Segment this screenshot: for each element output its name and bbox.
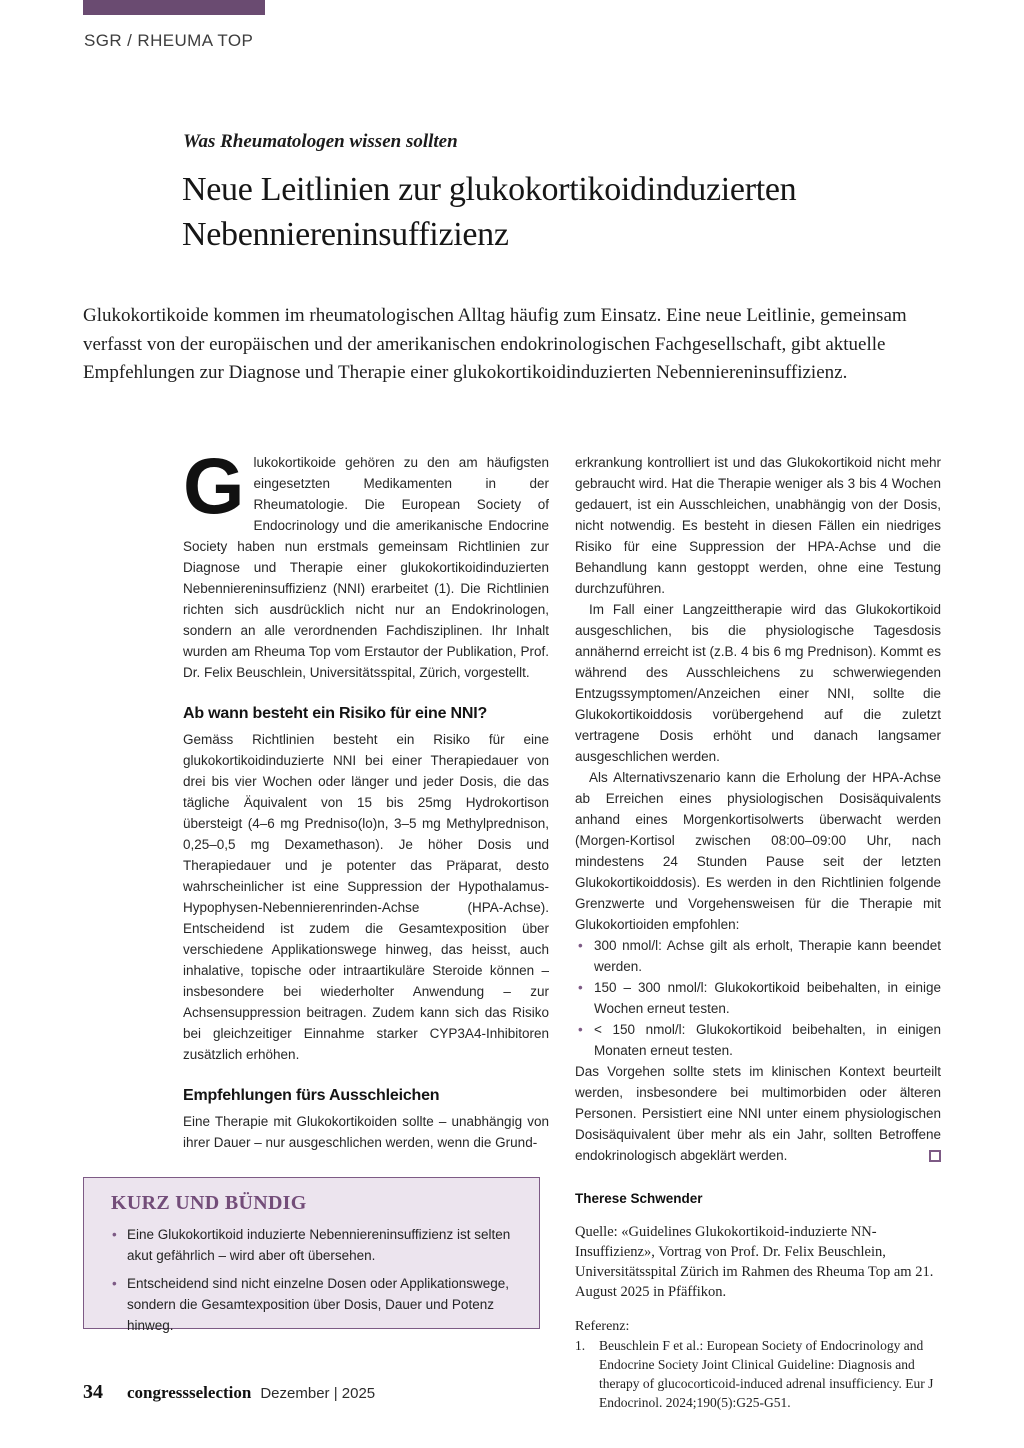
article-title: Neue Leitlinien zur glukokortikoidinduzierten Nebenniereninsuffizienz — [182, 171, 797, 253]
subheading-risk: Ab wann besteht ein Risiko für eine NNI? — [183, 705, 488, 722]
subheading-tapering: Empfehlungen fürs Ausschleichen — [183, 1087, 440, 1104]
reference-number: 1. — [575, 1338, 586, 1353]
threshold-list — [575, 935, 941, 1061]
right-column — [575, 452, 941, 1412]
list-item: • < 150 nmol/l: Glukokortikoid beibehalten, in einigen Monaten erneut testen. — [575, 1019, 941, 1061]
reference-entry — [575, 1336, 941, 1412]
section-label: SGR / RHEUMA TOP — [84, 31, 254, 50]
issue-date: Dezember | 2025 — [260, 1385, 376, 1402]
source-note: Quelle: «Guidelines Glukokortikoid-induzierte NN-Insuffizienz», Vortrag von Prof. Dr. Felix Beuschlein, Universitätsspital Zürich im Rahmen des Rheuma Top am 21. August 2025 in Pfäffikon. — [575, 1224, 934, 1300]
risk-paragraph: Gemäss Richtlinien besteht ein Risiko für eine glukokortikoidinduzierte NNI bei einer Therapiedauer von drei bis vier Wochen oder länger und jeder Dosis, die das tägliche Äquivalent von 15 bis 25mg Hydrokortison übersteigt (4–6 mg Predniso(lo)n, 3–5 mg Methylprednison, 0,25–0,5 mg Dexamethason). Je höher Dosis und Therapiedauer und je potenter das Präparat, desto wahrscheinlicher ist eine Suppression der Hypothalamus-Hypophysen-Nebennierenrinden-Achse (HPA-Achse). Entscheidend ist zudem die Gesamtexposition über verschiedene Applikationswege hinweg, das heisst, auch inhalative, topische oder intraartikuläre Steroide können – insbesondere bei wiederholter Anwendung – zur Achsensuppression beitragen. Zudem kann sich das Risiko bei gleichzeitiger Einnahme starker CYP3A4-Inhibitoren zusätzlich erhöhen. — [183, 732, 549, 1062]
end-of-article-marker-icon — [929, 1150, 941, 1162]
summary-box — [83, 1177, 540, 1333]
drop-cap: G — [183, 441, 245, 530]
reference-text: Beuschlein F et al.: European Society of Endocrinology and Endocrine Society Joint Clinical Guideline: Diagnosis and therapy of glucocorticoid-induced adrenal insufficiency. Eur J Endocrinol. 2024;190(5):G25-G51. — [599, 1338, 934, 1410]
summary-box-title: KURZ UND BÜNDIG — [111, 1192, 307, 1214]
closing-paragraph-text: Das Vorgehen sollte stets im klinischen Kontext beurteilt werden, insbesondere bei multimorbiden oder älteren Personen. Persistiert eine NNI unter einem physiologischen Dosisäquivalent über mehr als ein Jahr, sollten Betroffene endokrinologisch abgeklärt werden. — [575, 1064, 941, 1163]
author-name: Therese Schwender — [575, 1191, 703, 1206]
magazine-name: congressselection — [127, 1383, 252, 1402]
list-item: • Entscheidend sind nicht einzelne Dosen oder Applikationswege, sondern die Gesamtexposition über Dosis, Dauer und Potenz hinweg. — [111, 1273, 521, 1336]
alternative-paragraph: Als Alternativszenario kann die Erholung der HPA-Achse ab Erreichen eines physiologischen Dosisäquivalents anhand eines Morgenkortisolwerts überwacht werden (Morgen-Kortisol zwischen 08:00–09:00 Uhr, nach mindestens 24 Stunden Pause seit der letzten Glukokortikoiddosis). Es werden in den Richtlinien folgende Grenzwerte und Vorgehensweisen für die Therapie mit Glukokortioiden empfohlen: — [575, 770, 941, 932]
page-number: 34 — [83, 1381, 103, 1403]
list-item: • 150 – 300 nmol/l: Glukokortikoid beibehalten, in einige Wochen erneut testen. — [575, 977, 941, 1019]
summary-box-list — [111, 1224, 521, 1336]
list-item: • 300 nmol/l: Achse gilt als erholt, Therapie kann beendet werden. — [575, 935, 941, 977]
closing-paragraph — [575, 1061, 941, 1166]
longterm-paragraph: Im Fall einer Langzeittherapie wird das Glukokortikoid ausgeschlichen, bis die physiologische Tagesdosis annähernd erreicht ist (z.B. 4 bis 6 mg Prednison). Kommt es während des Ausschleichens zu schwerwiegenden Entzugssymptomen/Anzeichen einer NNI, sollte die Glukokortikoiddosis vorübergehend auf die zuletzt vertragene Dosis erhöht und danach langsamer ausgeschlichen werden. — [575, 602, 941, 764]
article-kicker: Was Rheumatologen wissen sollten — [183, 131, 458, 152]
intro-paragraph-text: lukokortikoide gehören zu den am häufigsten eingesetzten Medikamenten in der Rheumatologie. Die European Society of Endocrinology und die amerikanische Endocrine Society haben nun erstmals gemeinsam Richtlinien zur Diagnose und Therapie einer glukokortikoidinduzierten Nebenniereninsuffizienz (NNI) erarbeitet (1). Die Richtlinien richten sich ausdrücklich nicht nur an Endokrinologen, sondern an alle verordnenden Fachdisziplinen. Ihr Inhalt wurden am Rheuma Top vom Erstautor der Publikation, Prof. Dr. Felix Beuschlein, Universitätsspital, Zürich, vorgestellt. — [183, 455, 549, 680]
tapering-paragraph: Eine Therapie mit Glukokortikoiden sollte – unabhängig von ihrer Dauer – nur ausgeschlichen werden, wenn die Grund- — [183, 1114, 549, 1150]
reference-label: Referenz: — [575, 1319, 630, 1334]
brand-color-bar — [83, 0, 265, 15]
list-item: • Eine Glukokortikoid induzierte Nebenniereninsuffizienz ist selten akut gefährlich – wird aber oft übersehen. — [111, 1224, 521, 1266]
left-column — [183, 441, 549, 1153]
continuation-paragraph: erkrankung kontrolliert ist und das Glukokortikoid nicht mehr gebraucht wird. Hat die Therapie weniger als 3 bis 4 Wochen gedauert, ist ein Ausschleichen, unabhängig von der Dosis, nicht notwendig. Es besteht in diesen Fällen ein niedriges Risiko für eine Suppression der HPA-Achse und die Behandlung kann gestoppt werden, ohne eine Testung durchzuführen. — [575, 455, 941, 596]
page-footer — [83, 1381, 375, 1404]
intro-paragraph — [183, 441, 549, 683]
article-lead: Glukokortikoide kommen im rheumatologischen Alltag häufig zum Einsatz. Eine neue Leitlinie, gemeinsam verfasst von der europäischen und der amerikanischen endokrinologischen Fachgesellschaft, gibt aktuelle Empfehlungen zur Diagnose und Therapie einer glukokortikoidinduzierten Nebenniereninsuffizienz. — [83, 305, 907, 383]
